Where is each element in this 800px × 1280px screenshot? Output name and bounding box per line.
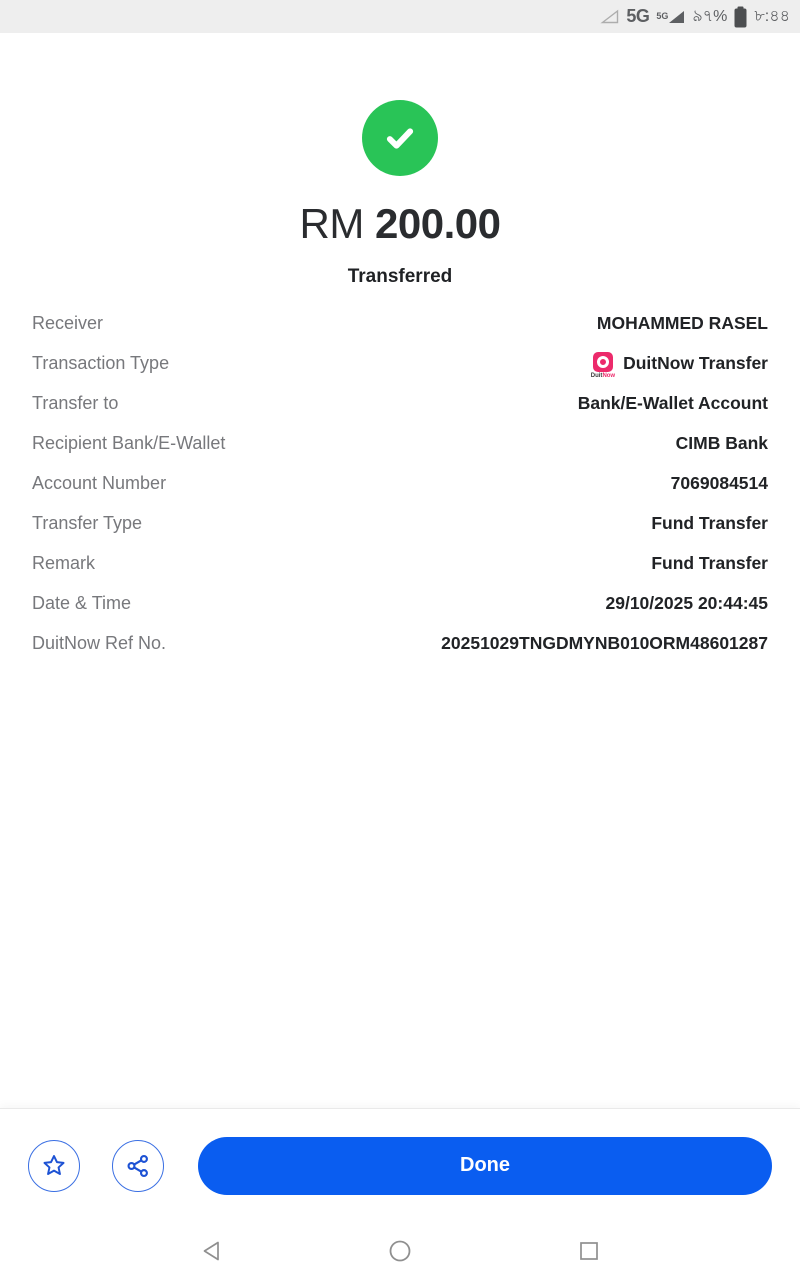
- detail-row: [0, 343, 800, 383]
- detail-row: [0, 503, 800, 543]
- battery-percent-label: ৯৭%: [692, 8, 728, 25]
- detail-label: Transfer Type: [32, 512, 143, 533]
- detail-label: Account Number: [32, 472, 167, 493]
- transfer-status-label: Transferred: [347, 266, 453, 287]
- detail-label: Remark: [32, 552, 96, 573]
- done-button[interactable]: Done: [198, 1137, 772, 1195]
- signal-empty-icon: [600, 9, 619, 24]
- transfer-amount: [0, 200, 800, 248]
- detail-row: [0, 383, 800, 423]
- detail-value-text: Fund Transfer: [651, 552, 768, 573]
- nav-back-icon[interactable]: [202, 1241, 220, 1261]
- android-nav-bar: [0, 1222, 800, 1280]
- duitnow-logo-icon: DuitNow: [591, 352, 615, 379]
- detail-label: DuitNow Ref No.: [32, 632, 167, 653]
- battery-icon: [734, 6, 747, 28]
- detail-row: [0, 303, 800, 343]
- signal-strength-icon: 5G: [656, 10, 685, 24]
- detail-value: [606, 593, 769, 614]
- detail-value-text: DuitNow Transfer: [623, 352, 768, 373]
- detail-value: [651, 553, 768, 574]
- detail-label: Transaction Type: [32, 352, 170, 373]
- amount-value: 200.00: [375, 200, 501, 247]
- detail-value-text: 7069084514: [670, 472, 768, 493]
- nav-recents-icon[interactable]: [580, 1242, 598, 1260]
- star-icon: [41, 1153, 67, 1179]
- detail-value: [591, 350, 768, 377]
- currency-label: RM: [299, 200, 364, 247]
- network-type-label: 5G: [626, 6, 650, 26]
- detail-label: Recipient Bank/E-Wallet: [32, 432, 226, 453]
- detail-label: Transfer to: [32, 392, 119, 413]
- clock-label: ৮:৪৪: [754, 8, 790, 25]
- detail-row: [0, 463, 800, 503]
- bottom-action-bar: [0, 1108, 800, 1222]
- detail-value-text: Fund Transfer: [651, 512, 768, 533]
- detail-value: [671, 473, 768, 494]
- status-bar: [0, 0, 800, 33]
- detail-value-text: Bank/E-Wallet Account: [577, 392, 768, 413]
- detail-value-text: MOHAMMED RASEL: [596, 312, 768, 333]
- share-button[interactable]: [112, 1140, 164, 1192]
- detail-value: [578, 393, 768, 414]
- detail-value: [597, 313, 768, 334]
- detail-value: [651, 513, 768, 534]
- detail-row: [0, 543, 800, 583]
- detail-row: [0, 583, 800, 623]
- detail-value: [441, 633, 768, 654]
- detail-value-text: 29/10/2025 20:44:45: [605, 592, 768, 613]
- detail-label: Receiver: [32, 312, 104, 333]
- nav-home-icon[interactable]: [389, 1240, 411, 1262]
- success-check-icon: [362, 100, 438, 176]
- share-icon: [125, 1153, 151, 1179]
- detail-label: Date & Time: [32, 592, 132, 613]
- detail-value: [676, 433, 768, 454]
- favorite-button[interactable]: [28, 1140, 80, 1192]
- detail-value-text: CIMB Bank: [675, 432, 768, 453]
- detail-row: [0, 423, 800, 463]
- detail-row: [0, 623, 800, 663]
- details-list: [0, 303, 800, 663]
- detail-value-text: 20251029TNGDMYNB010ORM48601287: [441, 632, 768, 653]
